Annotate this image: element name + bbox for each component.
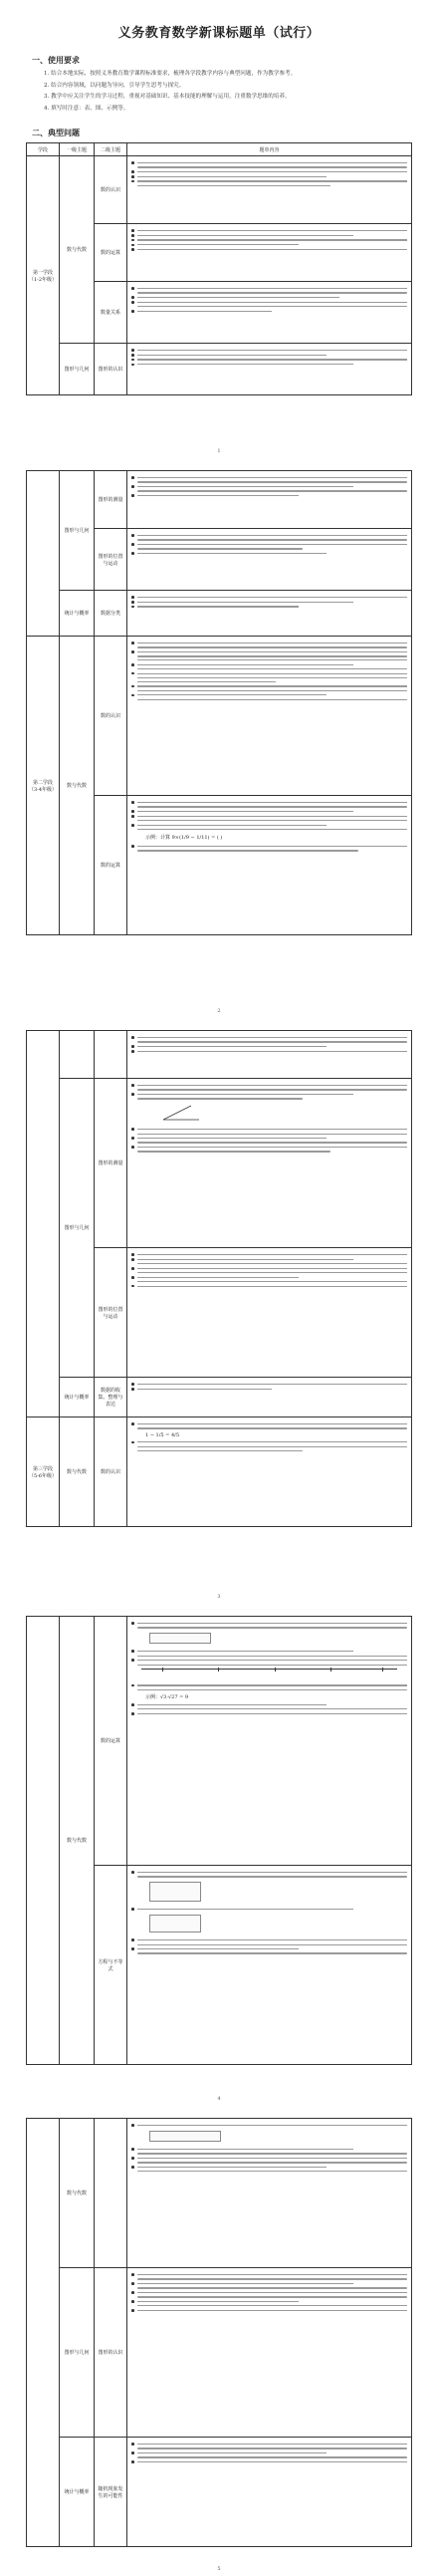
- header-stage: 学段: [27, 143, 60, 156]
- content-cell: [127, 2268, 412, 2438]
- content-cell: [127, 344, 412, 395]
- document-page-3: [22, 1022, 416, 1604]
- content-cell: [127, 796, 412, 935]
- theme-cell: [60, 1031, 95, 1079]
- subtheme-cell: 数量关系: [95, 282, 127, 344]
- theme-cell: 数与代数: [60, 1617, 95, 2065]
- sample-fraction: 1 − 1/5 = 4/5: [145, 1431, 180, 1438]
- theme-cell: 统计与概率: [60, 1378, 95, 1417]
- subtheme-cell: 图形的认识: [95, 2268, 127, 2438]
- subtheme-cell: 图形的认识: [95, 344, 127, 395]
- subtheme-cell: 数的认识: [95, 637, 127, 796]
- theme-cell: 数与代数: [60, 156, 95, 344]
- theme-cell: 数与代数: [60, 637, 95, 935]
- subtheme-cell: 随机现象发生的可能性: [95, 2438, 127, 2547]
- content-cell: [127, 1031, 412, 1079]
- content-cell: [127, 1866, 412, 2065]
- angle-figure: [161, 1104, 201, 1122]
- stage-cell: [27, 1617, 60, 2065]
- subtheme-cell: 图形的测量: [95, 471, 127, 529]
- number-line: [141, 1669, 397, 1681]
- page-number: 5: [217, 2566, 221, 2572]
- document-page-2: [22, 460, 416, 1018]
- subtheme-cell: 数据分类: [95, 591, 127, 637]
- table-header-row: [27, 143, 412, 156]
- content-cell: [127, 529, 412, 591]
- content-cell: [127, 637, 412, 796]
- section-problems-heading: 二、典型问题: [32, 128, 80, 137]
- page-number: 2: [217, 1008, 221, 1014]
- subtheme-cell: 图形的位置与运动: [95, 529, 127, 591]
- header-theme: 一级主题: [60, 143, 95, 156]
- formula-box: [149, 1882, 201, 1902]
- sample-radical: 示例：√3·√27 = 9: [145, 1694, 189, 1701]
- header-content: 题单内容: [127, 143, 412, 156]
- content-cell: [127, 591, 412, 637]
- stage-cell: [27, 471, 60, 637]
- content-cell: [127, 1248, 412, 1378]
- intro-paragraph-2: 2. 结合内容领域，以问题为导向，引导学生思考与探究。: [44, 82, 185, 89]
- content-cell: [127, 1079, 412, 1248]
- document-page-1: [22, 0, 416, 458]
- subtheme-cell: 方程与不等式: [95, 1866, 127, 2065]
- document-page-5: [22, 2110, 416, 2576]
- subtheme-cell: 数的运算: [95, 1617, 127, 1866]
- content-cell: [127, 1378, 412, 1417]
- content-cell: [127, 1617, 412, 1866]
- subtheme-cell: 数的运算: [95, 224, 127, 282]
- theme-cell: 数与代数: [60, 1417, 95, 1527]
- content-cell: [127, 224, 412, 282]
- theme-cell: 数与代数: [60, 2119, 95, 2268]
- subtheme-cell: 图形的位置与运动: [95, 1248, 127, 1378]
- content-cell: [127, 1417, 412, 1527]
- header-subtheme: 二级主题: [95, 143, 127, 156]
- intro-paragraph-3: 3. 教学中应关注学生的学习过程，重视对基础知识、基本技能的理解与运用，注重数学思维的培养。: [44, 94, 291, 100]
- subtheme-cell: 数据的收集、整理与表达: [95, 1378, 127, 1417]
- stage-cell: 第一学段（1-2年级）: [27, 156, 60, 395]
- intro-paragraph-4: 4. 填写时注意：表、图、示例等。: [44, 105, 129, 112]
- stage-cell: [27, 1031, 60, 1417]
- subtheme-cell: [95, 2119, 127, 2268]
- theme-cell: 图形与几何: [60, 471, 95, 591]
- formula-box: [149, 1633, 211, 1644]
- subtheme-cell: 数的认识: [95, 1417, 127, 1527]
- content-cell: [127, 2438, 412, 2547]
- theme-cell: 图形与几何: [60, 1079, 95, 1378]
- stage-cell: 第二学段（3-4年级）: [27, 637, 60, 935]
- theme-cell: 图形与几何: [60, 2268, 95, 2438]
- formula-box: [149, 2131, 221, 2142]
- intro-paragraph-1: 1. 结合本地实际，按照义务教育数学课程标准要求，梳理各学段教学内容与典型问题，作为教学参考。: [44, 71, 297, 77]
- formula-box: [149, 1915, 201, 1932]
- theme-cell: 统计与概率: [60, 591, 95, 637]
- subtheme-cell: [95, 1031, 127, 1079]
- sample-expression: 示例：计算 9×(1/9 − 1/11) = ( ): [145, 835, 223, 842]
- subtheme-cell: 数的认识: [95, 156, 127, 224]
- document-title: 义务教育数学新课标题单（试行）: [117, 26, 321, 41]
- subtheme-cell: 图形的测量: [95, 1079, 127, 1248]
- document-page-4: [22, 1608, 416, 2106]
- stage-cell: [27, 2119, 60, 2547]
- page-number: 1: [217, 448, 221, 454]
- content-cell: [127, 156, 412, 224]
- theme-cell: 统计与概率: [60, 2438, 95, 2547]
- problems-table-page-1: [26, 142, 412, 395]
- stage-cell: 第三学段（5-6年级）: [27, 1417, 60, 1527]
- content-cell: [127, 2119, 412, 2268]
- problems-table-page-2: [26, 470, 412, 935]
- content-cell: [127, 282, 412, 344]
- subtheme-cell: 数的运算: [95, 796, 127, 935]
- theme-cell: 图形与几何: [60, 344, 95, 395]
- problems-table-page-5: [26, 2118, 412, 2547]
- page-number: 4: [217, 2096, 221, 2102]
- problems-table-page-4: [26, 1616, 412, 2065]
- page-number: 3: [217, 1594, 221, 1600]
- problems-table-page-3: [26, 1030, 412, 1527]
- section-usage-heading: 一、使用要求: [32, 55, 80, 65]
- content-cell: [127, 471, 412, 529]
